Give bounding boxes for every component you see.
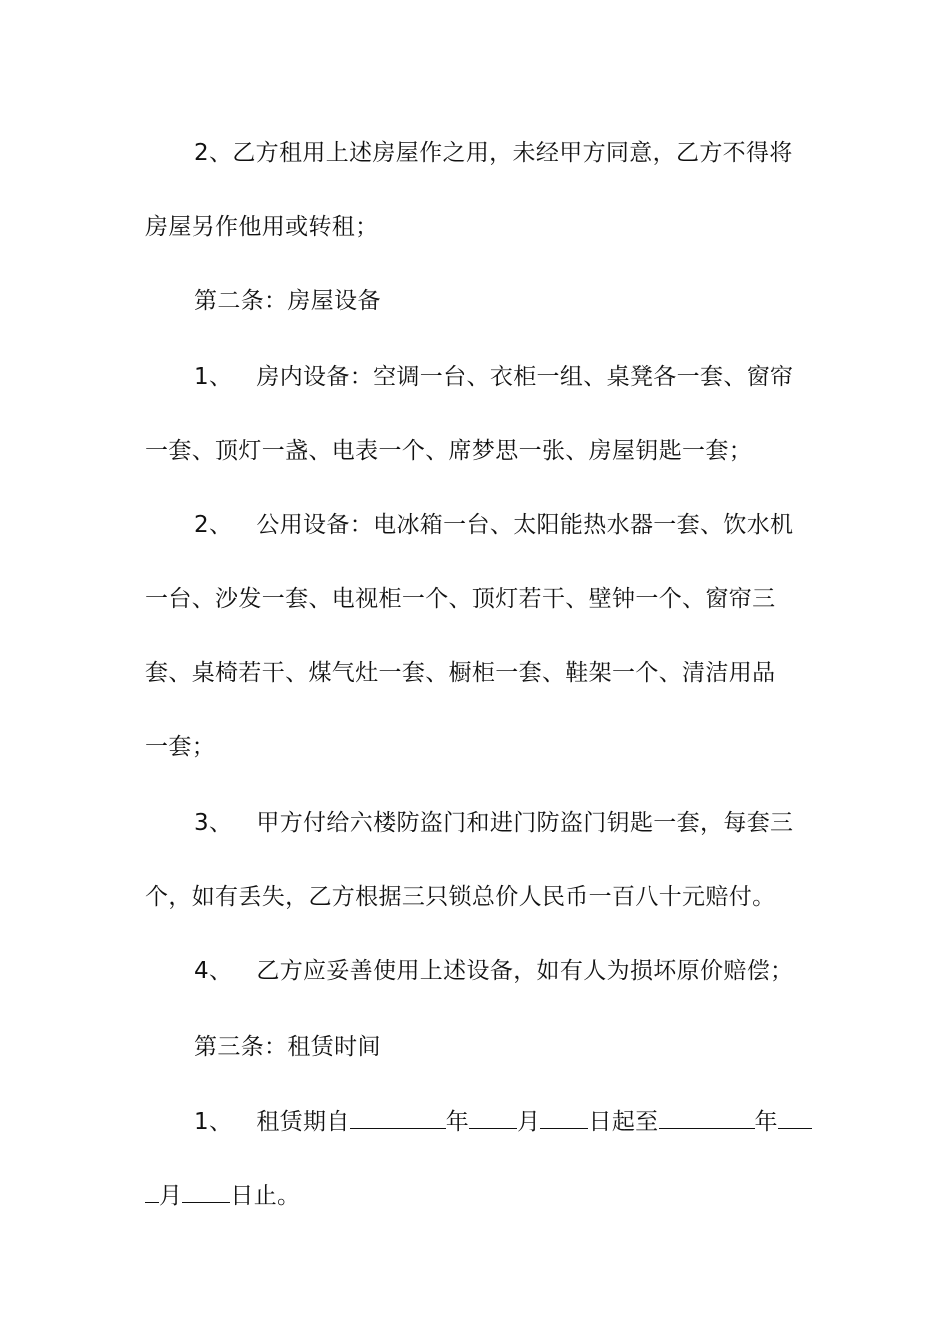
clause-item-2-line-1: 2、乙方租用上述房屋作之用，未经甲方同意，乙方不得将 bbox=[194, 140, 793, 166]
equipment-item-2-line-3: 套、桌椅若干、煤气灶一套、橱柜一套、鞋架一个、清洁用品 bbox=[145, 660, 776, 686]
item-number: 1、 bbox=[194, 1109, 233, 1135]
equipment-item-2-line-4: 一套； bbox=[145, 734, 216, 760]
equipment-item-1-line-1 bbox=[194, 362, 859, 392]
item-number: 4、 bbox=[194, 958, 233, 984]
start-day-blank bbox=[540, 1106, 588, 1129]
lease-term-line-2 bbox=[145, 1180, 810, 1211]
item-text: 公用设备：电冰箱一台、太阳能热水器一套、饮水机 bbox=[256, 512, 794, 538]
item-number: 1、 bbox=[194, 364, 233, 390]
day-until-label: 日起至 bbox=[588, 1109, 659, 1135]
item-number: 3、 bbox=[194, 810, 233, 836]
end-month-blank-part-2 bbox=[145, 1180, 159, 1203]
end-month-blank-part-1 bbox=[778, 1106, 812, 1129]
equipment-item-1-line-2: 一套、顶灯一盏、电表一个、席梦思一张、房屋钥匙一套； bbox=[145, 438, 753, 464]
end-year-blank bbox=[659, 1106, 755, 1129]
item-text: 甲方付给六楼防盗门和进门防盗门钥匙一套，每套三 bbox=[256, 810, 794, 836]
month-label: 月 bbox=[159, 1183, 183, 1209]
equipment-item-3-line-1 bbox=[194, 808, 859, 838]
article-2-heading: 第二条：房屋设备 bbox=[194, 288, 381, 314]
equipment-item-2-line-1 bbox=[194, 510, 859, 540]
item-number: 2、 bbox=[194, 512, 233, 538]
lease-term-line-1 bbox=[194, 1106, 859, 1137]
end-day-blank bbox=[182, 1180, 230, 1203]
equipment-item-4 bbox=[194, 956, 859, 986]
start-month-blank bbox=[469, 1106, 517, 1129]
article-3-heading: 第三条：租赁时间 bbox=[194, 1034, 381, 1060]
year-label: 年 bbox=[754, 1109, 778, 1135]
month-label: 月 bbox=[517, 1109, 541, 1135]
day-end-label: 日止。 bbox=[230, 1183, 301, 1209]
equipment-item-2-line-2: 一台、沙发一套、电视柜一个、顶灯若干、壁钟一个、窗帘三 bbox=[145, 586, 776, 612]
item-text: 房内设备：空调一台、衣柜一组、桌凳各一套、窗帘 bbox=[256, 364, 794, 390]
clause-item-2-line-2: 房屋另作他用或转租； bbox=[145, 214, 379, 240]
start-year-blank bbox=[350, 1106, 446, 1129]
lease-term-text: 租赁期自 bbox=[256, 1109, 350, 1135]
year-label: 年 bbox=[445, 1109, 470, 1135]
equipment-item-3-line-2: 个，如有丢失，乙方根据三只锁总价人民币一百八十元赔付。 bbox=[145, 884, 776, 910]
item-text: 乙方应妥善使用上述设备，如有人为损坏原价赔偿； bbox=[256, 958, 794, 984]
